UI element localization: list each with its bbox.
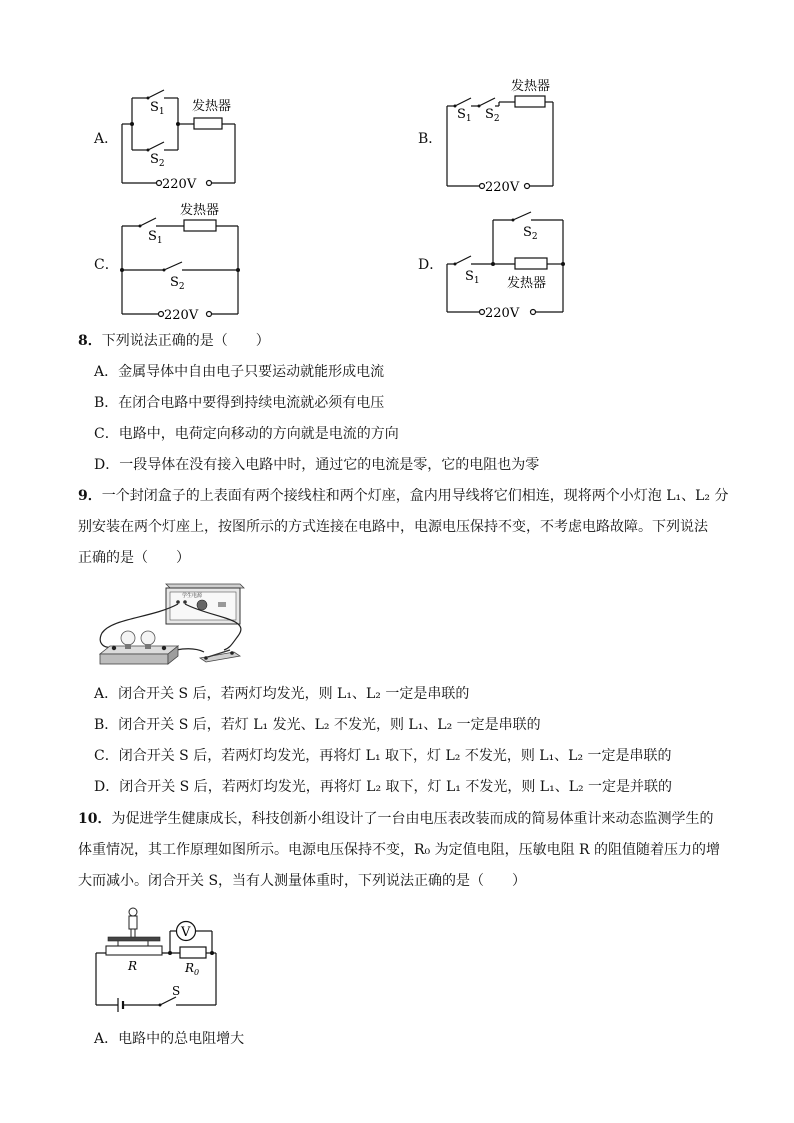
- q10-stem-line3: 大而减小。闭合开关 S，当有人测量体重时，下列说法正确的是（ ）: [78, 873, 527, 889]
- q9-apparatus-figure: [92, 578, 252, 670]
- q7-option-c-circuit: [110, 198, 250, 322]
- q8-option-a: A．金属导体中自由电子只要运动就能形成电流: [94, 364, 385, 380]
- q10-r0-label: $R_0$: [185, 961, 200, 977]
- q7-option-a-circuit: [110, 84, 250, 194]
- q7-b-heater-label: 发热器: [511, 79, 551, 94]
- q7-d-source-label: 220V: [485, 306, 520, 321]
- q7-option-d-circuit: [435, 202, 575, 322]
- q10-r-label: R: [128, 959, 138, 973]
- q7-d-s2-label: $S_2$: [523, 225, 538, 242]
- q7-b-s2-label: $S_2$: [485, 107, 500, 124]
- q8-option-b: B．在闭合电路中要得到持续电流就必须有电压: [94, 395, 385, 411]
- lamp-box: [100, 631, 178, 664]
- q10-option-a: A．电路中的总电阻增大: [94, 1031, 245, 1047]
- q10-stem-line2: 体重情况，其工作原理如图所示。电源电压保持不变，R₀ 为定值电阻，压敏电阻 R 的阻值随着压力的增: [78, 842, 721, 858]
- q7-d-s1-label: $S_1$: [465, 269, 480, 286]
- q10-scale-circuit: [88, 902, 228, 1012]
- q8-number: 8．: [78, 333, 102, 349]
- person-figure: [129, 908, 137, 937]
- q9-stem-line3: 正确的是（ ）: [78, 550, 190, 566]
- q10-number: 10．: [78, 811, 112, 827]
- q7-c-s2-label: $S_2$: [170, 275, 185, 292]
- q10-s-label: S: [172, 984, 181, 998]
- q9-option-c: C．闭合开关 S 后，若两灯均发光，再将灯 L₁ 取下，灯 L₂ 不发光，则 L₁、L₂ 一定是串联的: [94, 748, 672, 764]
- q9-option-a: A．闭合开关 S 后，若两灯均发光，则 L₁、L₂ 一定是串联的: [94, 686, 470, 702]
- q7-b-s1-label: $S_1$: [457, 107, 472, 124]
- q7-option-a-letter: A．: [94, 131, 119, 147]
- q7-a-s2-label: $S_2$: [150, 152, 165, 169]
- q7-option-b-circuit: [435, 76, 570, 194]
- q9-stem-line1: 9．一个封闭盒子的上表面有两个接线柱和两个灯座，盒内用导线将它们相连，现将两个小灯泡 L₁、L₂ 分: [78, 488, 729, 504]
- q8-option-c: C．电路中，电荷定向移动的方向就是电流的方向: [94, 426, 399, 442]
- q8-stem-text: 下列说法正确的是（ ）: [101, 333, 270, 349]
- q7-option-c-letter: C．: [94, 257, 119, 273]
- voltmeter-symbol: V: [181, 925, 191, 940]
- q9-option-d: D．闭合开关 S 后，若两灯均发光，再将灯 L₂ 取下，灯 L₁ 不发光，则 L₁、L₂ 一定是并联的: [94, 779, 673, 795]
- q9-number: 9．: [78, 488, 102, 504]
- q9-stem-line2: 别安装在两个灯座上，按图所示的方式连接在电路中，电源电压保持不变，不考虑电路故障。下列说法: [78, 519, 708, 535]
- q7-option-d-letter: D．: [418, 257, 444, 273]
- q8-stem: [78, 331, 270, 351]
- q9-option-b: B．闭合开关 S 后，若灯 L₁ 发光、L₂ 不发光，则 L₁、L₂ 一定是串联的: [94, 717, 541, 733]
- q7-b-source-label: 220V: [485, 180, 520, 194]
- q7-a-s1-label: $S_1$: [150, 100, 165, 117]
- q7-a-source-label: 220V: [162, 177, 197, 192]
- q7-c-source-label: 220V: [164, 308, 199, 322]
- power-supply-label: 学生电源: [182, 593, 203, 599]
- q7-d-heater-label: 发热器: [507, 276, 547, 291]
- q7-a-heater-label: 发热器: [192, 99, 232, 114]
- q10-stem-line1: 10．为促进学生健康成长，科技创新小组设计了一台由电压表改装而成的简易体重计来动态监测学生的: [78, 811, 714, 827]
- q7-c-s1-label: $S_1$: [148, 229, 163, 246]
- q7-c-heater-label: 发热器: [180, 203, 220, 218]
- switch-s: [200, 650, 240, 662]
- q8-option-d: D．一段导体在没有接入电路中时，通过它的电流是零，它的电阻也为零: [94, 457, 540, 473]
- q7-option-b-letter: B．: [418, 131, 443, 147]
